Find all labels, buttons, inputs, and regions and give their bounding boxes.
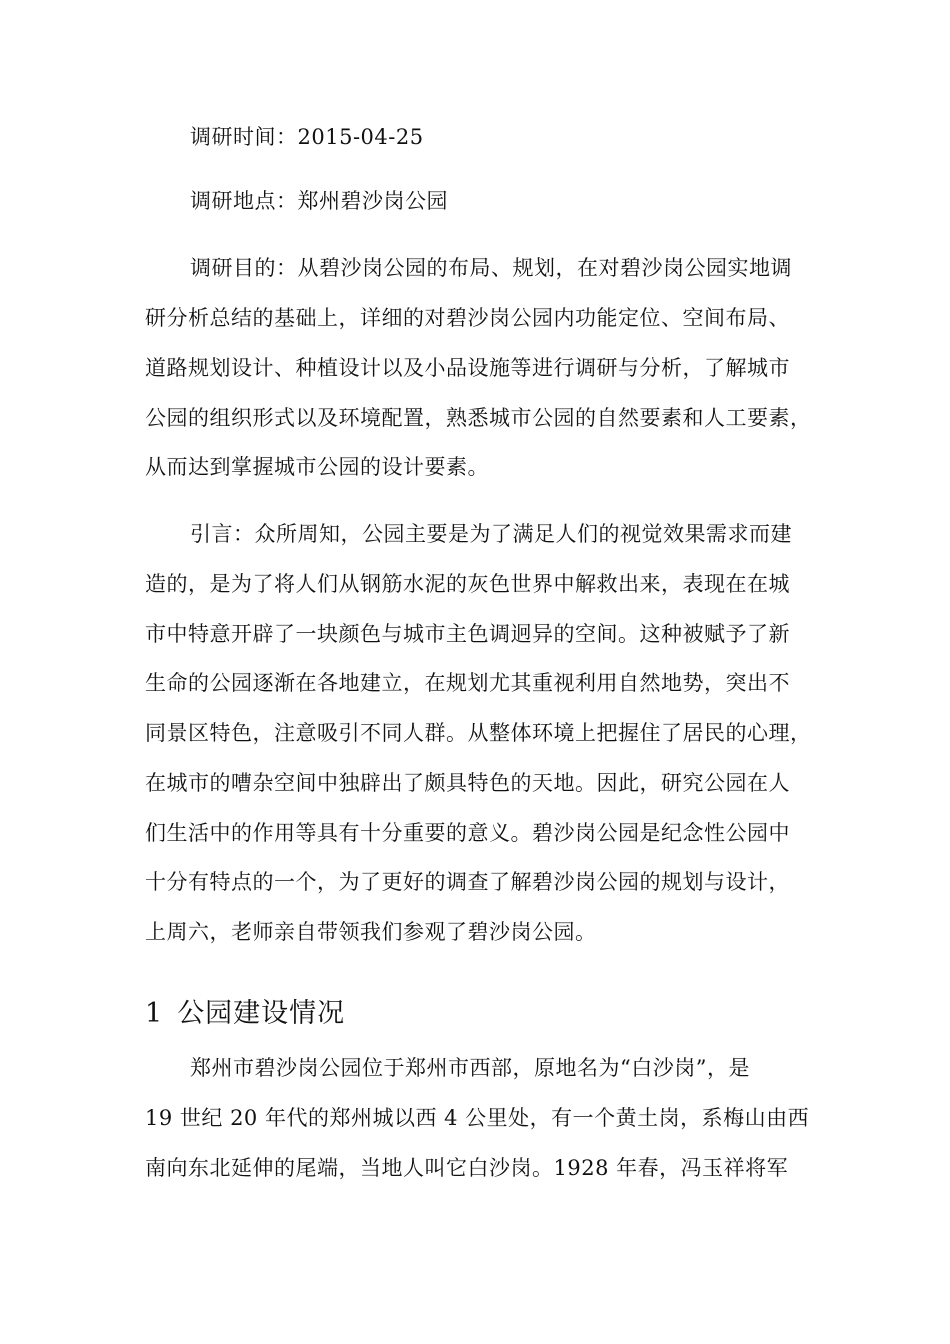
- intro-line: 们生活中的作用等具有十分重要的意义。碧沙岗公园是纪念性公园中: [145, 821, 790, 845]
- intro-line: 生命的公园逐渐在各地建立，在规划尤其重视利用自然地势，突出不: [145, 671, 790, 695]
- purpose-line: 从而达到掌握城市公园的设计要素。: [145, 455, 489, 479]
- purpose-line: 公园的组织形式以及环境配置，熟悉城市公园的自然要素和人工要素，: [145, 406, 812, 430]
- survey-time-label: 调研时间：: [190, 125, 298, 149]
- intro-line: 市中特意开辟了一块颜色与城市主色调迥异的空间。这种被赋予了新: [145, 622, 790, 646]
- survey-time-value: 2015-04-25: [297, 125, 424, 149]
- purpose-line: 调研目的：从碧沙岗公园的布局、规划，在对碧沙岗公园实地调: [190, 256, 792, 280]
- survey-time: [190, 122, 830, 152]
- purpose-line: 道路规划设计、种植设计以及小品设施等进行调研与分析，了解城市: [145, 356, 790, 380]
- intro-line: 引言：众所周知，公园主要是为了满足人们的视觉效果需求而建: [190, 522, 792, 546]
- intro-line: 在城市的嘈杂空间中独辟出了颇具特色的天地。因此，研究公园在人: [145, 771, 790, 795]
- section-heading: [145, 996, 825, 1032]
- survey-place-value: 郑州碧沙岗公园: [297, 189, 448, 213]
- section-line: 19 世纪 20 年代的郑州城以西 4 公里处，有一个黄土岗，系梅山由西: [145, 1106, 810, 1130]
- intro-line: 上周六，老师亲自带领我们参观了碧沙岗公园。: [145, 920, 597, 944]
- intro-line: 十分有特点的一个，为了更好的调查了解碧沙岗公园的规划与设计，: [145, 870, 790, 894]
- intro-line: 造的，是为了将人们从钢筋水泥的灰色世界中解救出来，表现在在城: [145, 572, 790, 596]
- survey-place: [190, 186, 830, 216]
- section-number: 1: [145, 998, 164, 1029]
- purpose-line: 研分析总结的基础上，详细的对碧沙岗公园内功能定位、空间布局、: [145, 306, 790, 330]
- section-title: 公园建设情况: [177, 998, 346, 1029]
- survey-place-label: 调研地点：: [190, 189, 298, 213]
- section-line: 南向东北延伸的尾端，当地人叫它白沙岗。1928 年春，冯玉祥将军: [145, 1156, 789, 1180]
- section-line: 郑州市碧沙岗公园位于郑州市西部，原地名为“白沙岗”，是: [190, 1056, 750, 1080]
- intro-line: 同景区特色，注意吸引不同人群。从整体环境上把握住了居民的心理，: [145, 721, 812, 745]
